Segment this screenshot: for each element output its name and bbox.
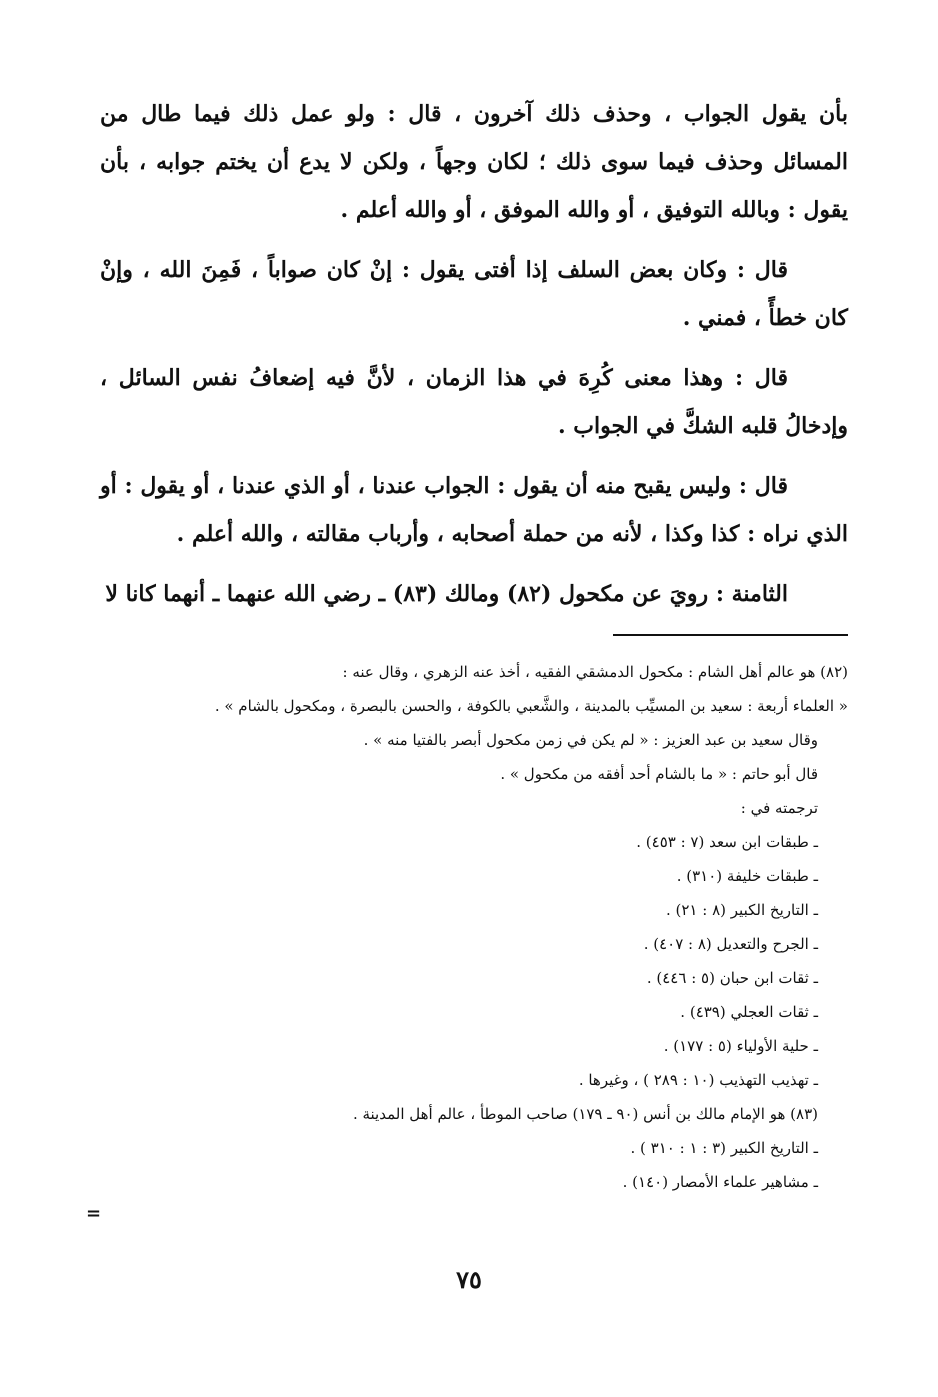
main-text <box>100 90 848 618</box>
side-marker: = <box>86 1203 102 1224</box>
footnote-line: (٨٣) هو الإمام مالك بن أنس (٩٠ ـ ١٧٩) صاحب الموطأ ، عالم أهل المدينة . <box>352 1105 818 1123</box>
footnote-line: ـ حلية الأولياء (٥ : ١٧٧) . <box>663 1037 818 1055</box>
footnote-line: ـ الجرح والتعديل (٨ : ٤٠٧) . <box>643 935 818 953</box>
footnotes <box>100 655 848 1199</box>
page-number: ٧٥ <box>456 1265 482 1294</box>
paragraph-2: قال : وكان بعض السلف إذا أفتى يقول : إنْ كان صواباً ، فَمِنَ الله ، وإنْ كان خطأً ، فمني . <box>100 257 848 331</box>
footnote-line: ـ التاريخ الكبير (٣ : ١ : ٣١٠ ) . <box>630 1139 818 1157</box>
footnote-line: ـ تهذيب التهذيب (١٠ : ٢٨٩ ) ، وغيرها . <box>578 1071 818 1089</box>
footnote-line: ـ طبقات ابن سعد (٧ : ٤٥٣) . <box>636 833 818 851</box>
footnote-line: « العلماء أربعة : سعيد بن المسيِّب بالمدينة ، والشَّعبي بالكوفة ، والحسن بالبصرة ، ومكحول بالشام » . <box>214 697 848 715</box>
paragraph-3: قال : وهذا معنى كُرِهَ في هذا الزمان ، لأنَّ فيه إضعافُ نفس السائل ، وإدخالُ قلبه الشكَّ في الجواب . <box>100 365 848 439</box>
footnote-line: ـ مشاهير علماء الأمصار (١٤٠) . <box>622 1173 818 1191</box>
footnote-line: ترجمته في : <box>740 799 818 817</box>
footnote-line: قال أبو حاتم : « ما بالشام أحد أفقه من مكحول » . <box>500 765 818 783</box>
paragraph-4: قال : وليس يقبح منه أن يقول : الجواب عندنا ، أو الذي عندنا ، أو يقول : أو الذي نراه : كذا وكذا ، لأنه من حملة أصحابه ، وأرباب مقالته ، والله أعلم . <box>100 473 848 547</box>
book-page <box>100 90 848 1320</box>
footnote-line: ـ ثقات العجلي (٤٣٩) . <box>680 1003 818 1021</box>
paragraph-1: بأن يقول الجواب ، وحذف ذلك آخرون ، قال : ولو عمل ذلك فيما طال من المسائل وحذف فيما سوى ذلك ؛ لكان وجهاً ، ولكن لا يدع أن يختم جوابه ، بأن يقول : وبالله التوفيق ، أو والله الموفق ، أو والله أعلم . <box>100 101 848 223</box>
footnote-line: وقال سعيد بن عبد العزيز : « لم يكن في زمن مكحول أبصر بالفتيا منه » . <box>363 731 818 749</box>
paragraph-5: الثامنة : رويَ عن مكحول (٨٢) ومالك (٨٣) ـ رضي الله عنهما ـ أنهما كانا لا <box>105 581 788 607</box>
footnote-line: ـ التاريخ الكبير (٨ : ٢١) . <box>665 901 818 919</box>
footnote-line: ـ ثقات ابن حبان (٥ : ٤٤٦) . <box>646 969 818 987</box>
footnote-separator <box>613 634 848 636</box>
footnote-line: ـ طبقات خليفة (٣١٠) . <box>676 867 818 885</box>
footnote-line: (٨٢) هو عالم أهل الشام : مكحول الدمشقي الفقيه ، أخذ عنه الزهري ، وقال عنه : <box>342 663 848 681</box>
